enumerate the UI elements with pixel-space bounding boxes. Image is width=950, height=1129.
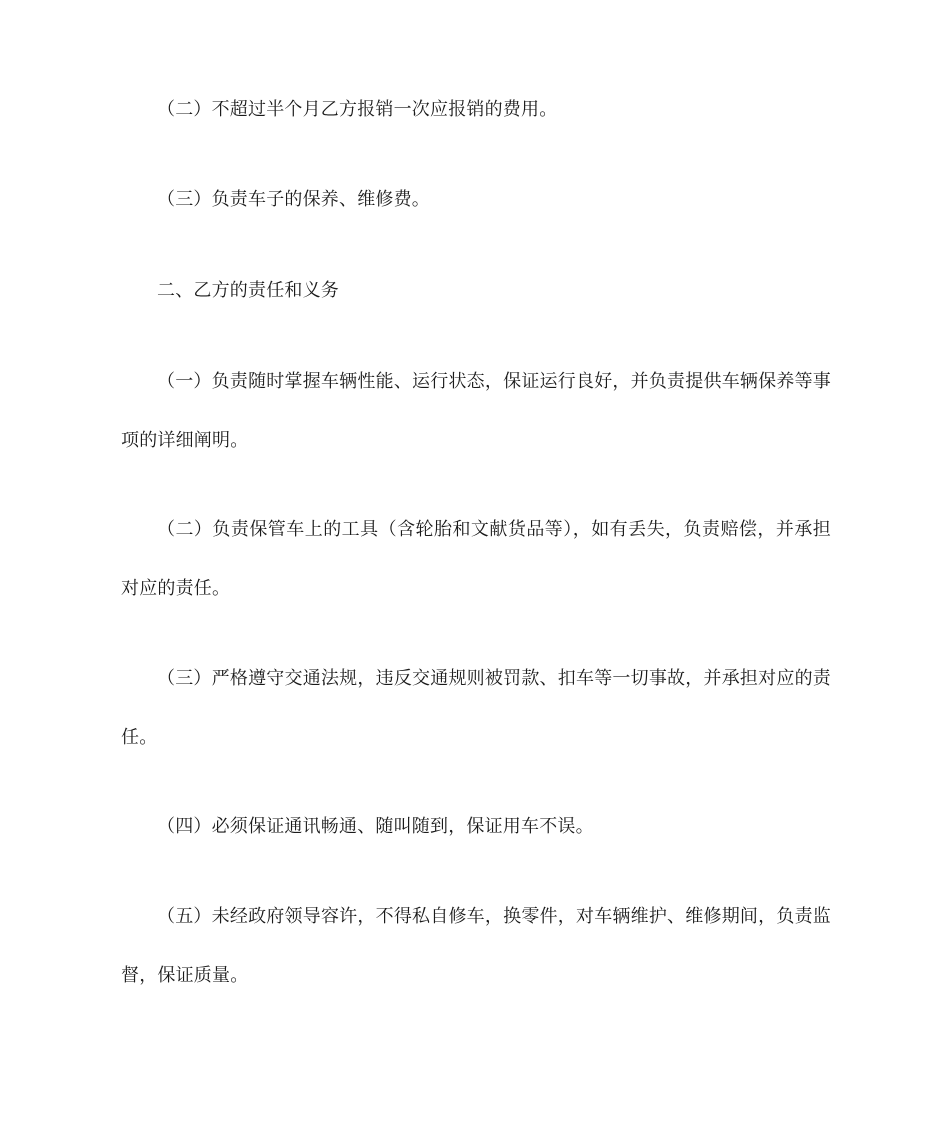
- paragraph-party-a-item-3: （三）负责车子的保养、维修费。: [157, 189, 430, 210]
- paragraph-party-b-item-3: （三）严格遵守交通法规，违反交通规则被罚款、扣车等一切事故，并承担对应的责任。: [121, 668, 831, 748]
- section-heading-party-b: 二、乙方的责任和义务: [157, 280, 339, 301]
- paragraph-party-a-item-2: （二）不超过半个月乙方报销一次应报销的费用。: [157, 99, 558, 120]
- paragraph-party-b-item-5: （五）未经政府领导容许，不得私自修车，换零件，对车辆维护、维修期间，负责监督，保证质量。: [121, 906, 831, 986]
- paragraph-party-b-item-2: （二）负责保管车上的工具（含轮胎和文献货品等），如有丢失，负责赔偿，并承担对应的责任。: [121, 519, 831, 599]
- paragraph-party-b-item-4: （四）必须保证通讯畅通、随叫随到，保证用车不误。: [157, 816, 594, 837]
- paragraph-party-b-item-1: （一）负责随时掌握车辆性能、运行状态，保证运行良好，并负责提供车辆保养等事项的详细阐明。: [121, 371, 831, 451]
